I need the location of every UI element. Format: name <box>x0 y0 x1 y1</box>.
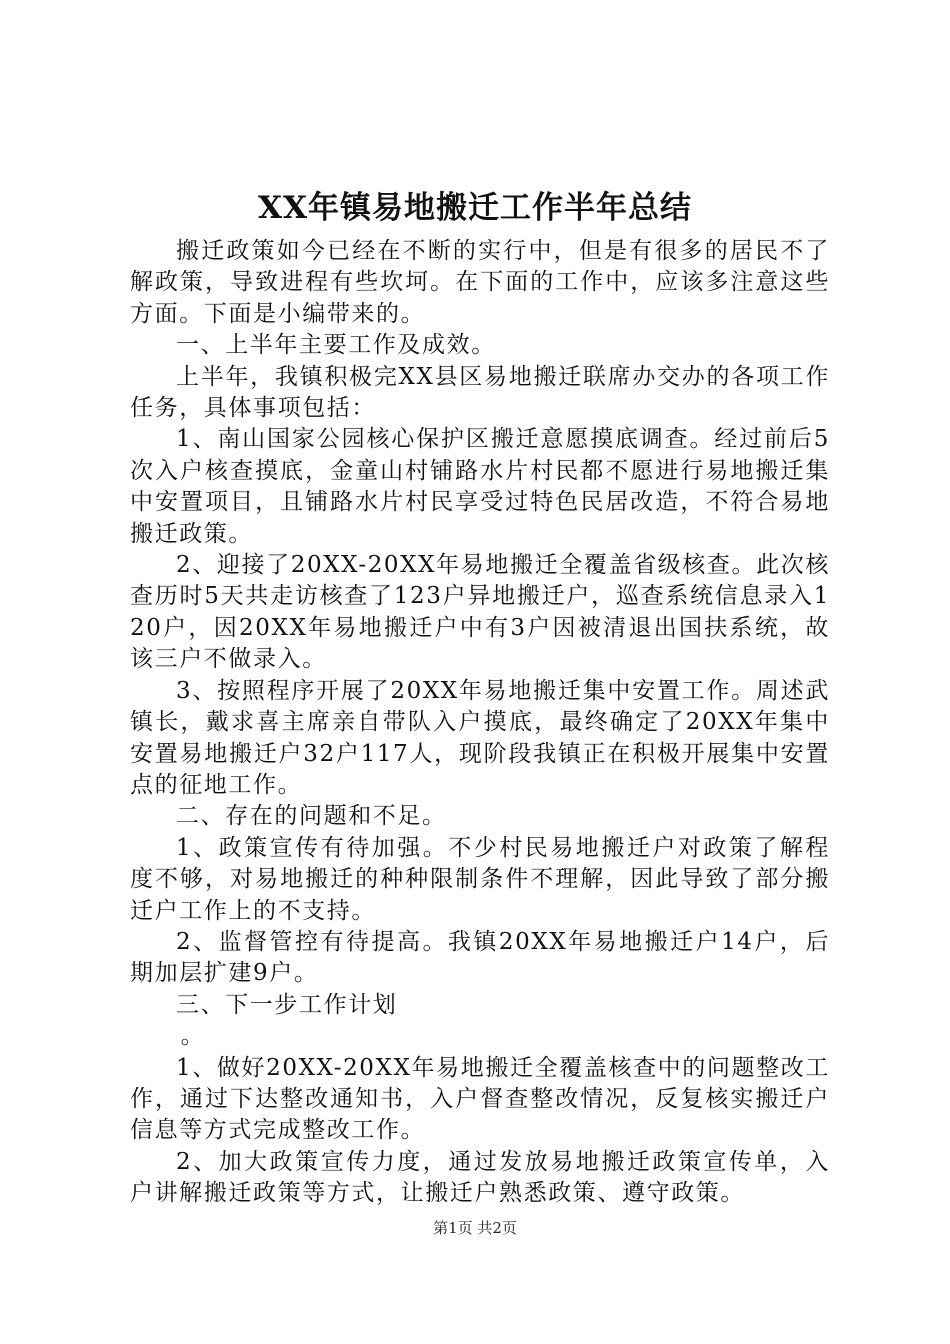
list-item: 1、南山国家公园核心保护区搬迁意愿摸底调查。经过前后5次入户核查摸底，金童山村铺路水片村民都不愿进行易地搬迁集中安置项目，且铺路水片村民享受过特色民居改造，不符合易地搬迁政策。 <box>130 426 830 547</box>
section-heading-2: 二、存在的问题和不足。 <box>176 803 447 830</box>
document-body <box>130 236 830 1210</box>
list-item: 1、做好20XX-20XX年易地搬迁全覆盖核查中的问题整改工作，通过下达整改通知书，入户督查整改情况，反复核实搬迁户信息等方式完成整改工作。 <box>130 1054 830 1144</box>
document-title: XX年镇易地搬迁工作半年总结 <box>257 190 693 226</box>
list-item: 2、加大政策宣传力度，通过发放易地搬迁政策宣传单，入户讲解搬迁政策等方式，让搬迁户熟悉政策、遵守政策。 <box>130 1148 830 1207</box>
intro-paragraph: 搬迁政策如今已经在不断的实行中，但是有很多的居民不了解政策，导致进程有些坎坷。在下面的工作中，应该多注意这些方面。下面是小编带来的。 <box>130 238 830 327</box>
list-item: 2、迎接了20XX-20XX年易地搬迁全覆盖省级核查。此次核查历时5天共走访核查了123户异地搬迁户，巡查系统信息录入120户，因20XX年易地搬迁户中有3户因被清退出国扶系统，故该三户不做录入。 <box>130 552 830 673</box>
section-heading-3: 三、下一步工作计划 <box>176 991 398 1018</box>
stray-punctuation: 。 <box>180 1023 206 1050</box>
paragraph: 上半年，我镇积极完XX县区易地搬迁联席办交办的各项工作任务，具体事项包括： <box>130 363 830 422</box>
section-heading-1: 一、上半年主要工作及成效。 <box>176 332 496 359</box>
list-item: 2、监督管控有待提高。我镇20XX年易地搬迁户14户，后期加层扩建9户。 <box>130 928 830 987</box>
page-number: 第1页 共2页 <box>433 1219 517 1237</box>
list-item: 3、按照程序开展了20XX年易地搬迁集中安置工作。周述武镇长，戴求喜主席亲自带队入户摸底，最终确定了20XX年集中安置易地搬迁户32户117人，现阶段我镇正在积极开展集中安置点的征地工作。 <box>130 677 830 798</box>
list-item: 1、政策宣传有待加强。不少村民易地搬迁户对政策了解程度不够，对易地搬迁的种种限制条件不理解，因此导致了部分搬迁户工作上的不支持。 <box>130 834 830 924</box>
